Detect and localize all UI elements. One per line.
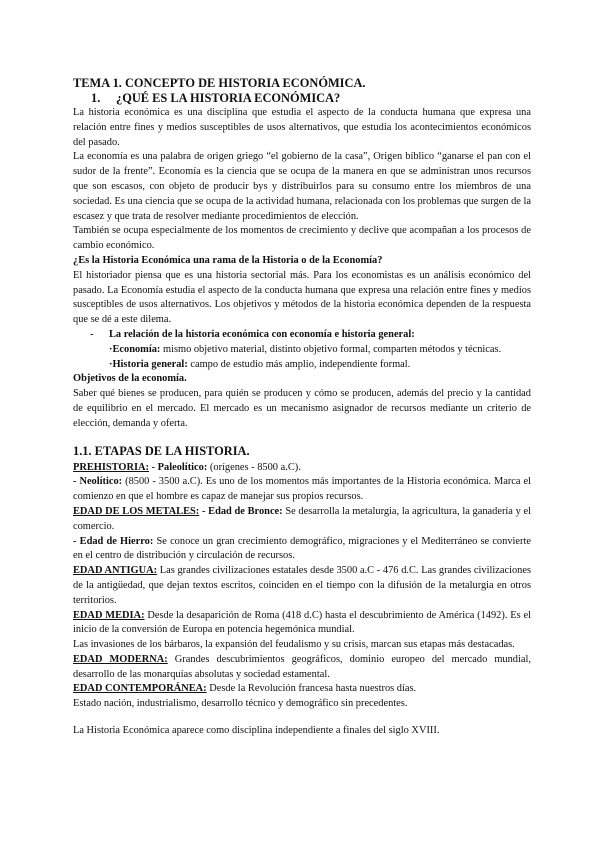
neolitico-label: - Neolítico: — [73, 476, 123, 488]
hierro-label: - Edad de Hierro: — [73, 535, 154, 547]
page-title: TEMA 1. CONCEPTO DE HISTORIA ECONÓMICA. — [73, 76, 366, 90]
closing-paragraph: La Historia Económica aparece como disciplina independiente a finales del siglo XVIII. — [73, 725, 440, 737]
media-line — [73, 609, 531, 639]
section-number: 1. — [91, 91, 101, 105]
relation-bullet — [90, 328, 531, 343]
bronce-label: - Edad de Bronce: — [199, 505, 283, 517]
bullet-dash: - — [90, 328, 94, 340]
moderna-line — [73, 653, 531, 683]
era-label-prehistoria: PREHISTORIA: — [73, 461, 150, 473]
intro-paragraph-3: También se ocupa especialmente de los momentos de crecimiento y declive que acompañan a los procesos de cambio económico. — [73, 225, 531, 252]
stages-heading: 1.1. ETAPAS DE LA HISTORIA. — [73, 443, 250, 458]
prehistoria-line — [73, 461, 531, 476]
intro-paragraph-2: La economía es una palabra de origen griego “el gobierno de la casa”, Origen bíblico “ganarse el pan con el sudor de la frente”. Economía es la ciencia que se ocupa de la manera en que se administran unos recursos que son escasos, con objeto de producir bys y distribuirlos para su consumo entre los miembros de una sociedad. Es una ciencia que se ocupa de la actividad humana, relacionada con los problemas que surgen de la escasez y que trata de resolver mediante procedimientos de elección. — [73, 151, 531, 222]
spacer — [73, 712, 531, 724]
antigua-text: Las grandes civilizaciones estatales desde 3500 a.C - 476 d.C. Las grandes civilizaciones de la antigüedad, que dejan textos escritos, coinciden en el tiempo con la difusión de la metalurgia en otros territorios. — [73, 565, 532, 606]
objectives-paragraph: Saber qué bienes se producen, para quién se producen y cómo se producen, además del precio y la cantidad de equilibrio en el mercado. El mercado es un mecanismo asignador de recursos mediante un criterio de elección, demanda y oferta. — [73, 388, 531, 429]
paleolitico-text: (orígenes - 8500 a.C). — [207, 461, 301, 473]
relation-item-historia — [109, 358, 531, 373]
objectives-heading: Objetivos de la economía. — [73, 373, 187, 385]
section-title — [91, 91, 531, 105]
era-label-metales: EDAD DE LOS METALES: — [73, 505, 200, 517]
contemporanea-extra-line: Estado nación, industrialismo, desarrollo técnico y demográfico sin precedentes. — [73, 698, 408, 710]
era-label-media: EDAD MEDIA: — [73, 609, 145, 621]
section-title-text: ¿QUÉ ES LA HISTORIA ECONÓMICA? — [116, 91, 341, 105]
relation-item-label: ·Economía: — [109, 343, 161, 355]
moderna-text: Grandes descubrimientos geográficos, dominio europeo del mercado mundial, desarrollo de las monarquías absolutas y sociedad estamental. — [73, 653, 531, 680]
era-label-antigua: EDAD ANTIGUA: — [73, 565, 158, 577]
hierro-line — [73, 535, 531, 565]
relation-item-text: campo de estudio más amplio, independiente formal. — [187, 358, 411, 370]
hierro-text: Se conoce un gran crecimiento demográfico, migraciones y el Mediterráneo se convierte en el centro de distribución y circulación de recursos. — [73, 535, 531, 562]
relation-item-label: ·Historia general: — [109, 358, 188, 370]
era-label-moderna: EDAD MODERNA: — [73, 653, 168, 665]
question-heading: ¿Es la Historia Económica una rama de la Historia o de la Economía? — [73, 254, 383, 266]
spacer — [73, 432, 531, 444]
question-paragraph: El historiador piensa que es una historia sectorial más. Para los economistas es un análisis económico del pasado. La Economía estudia el aspecto de la conducta humana que expresa una relación entre fines y medios susceptibles de usos alternativos. Los objetivos y métodos de la historia económica dependen de la respuesta que se dé a este dilema. — [73, 269, 531, 326]
relation-heading: La relación de la historia económica con economía e historia general: — [109, 328, 415, 340]
media-text: Desde la desaparición de Roma (418 d.C) hasta el descubrimiento de América (1492). Es el inicio de la conversión de Europa en potencia hegemónica mundial. — [73, 609, 531, 636]
relation-item-text: mismo objetivo material, distinto objetivo formal, comparten métodos y técnicas. — [160, 343, 502, 355]
contemporanea-text: Desde la Revolución francesa hasta nuestros días. — [206, 683, 417, 695]
metales-line — [73, 505, 531, 535]
media-extra-line: Las invasiones de los bárbaros, la expansión del feudalismo y su crisis, marcan sus etapas más destacadas. — [73, 639, 515, 651]
contemporanea-line — [73, 682, 531, 697]
relation-item-economia — [109, 343, 531, 358]
document-content — [73, 76, 531, 739]
paleolitico-label: - Paleolítico: — [149, 461, 208, 473]
neolitico-text: (8500 - 3500 a.C). Es uno de los momentos más importantes de la Historia económica. Marca el comienzo en que el hombre es capaz de manejar sus propios recursos. — [73, 476, 531, 503]
intro-paragraph-1: La historia económica es una disciplina que estudia el aspecto de la conducta humana que expresa una relación entre fines y medios susceptibles de usos alternativos, que estudia los acontecimientos económicos del pasado. — [73, 107, 531, 148]
neolitico-line — [73, 475, 531, 505]
era-label-contemporanea: EDAD CONTEMPORÁNEA: — [73, 683, 207, 695]
antigua-line — [73, 564, 531, 608]
bronce-text: Se desarrolla la metalurgia, la agricultura, la ganadería y el comercio. — [73, 505, 532, 532]
